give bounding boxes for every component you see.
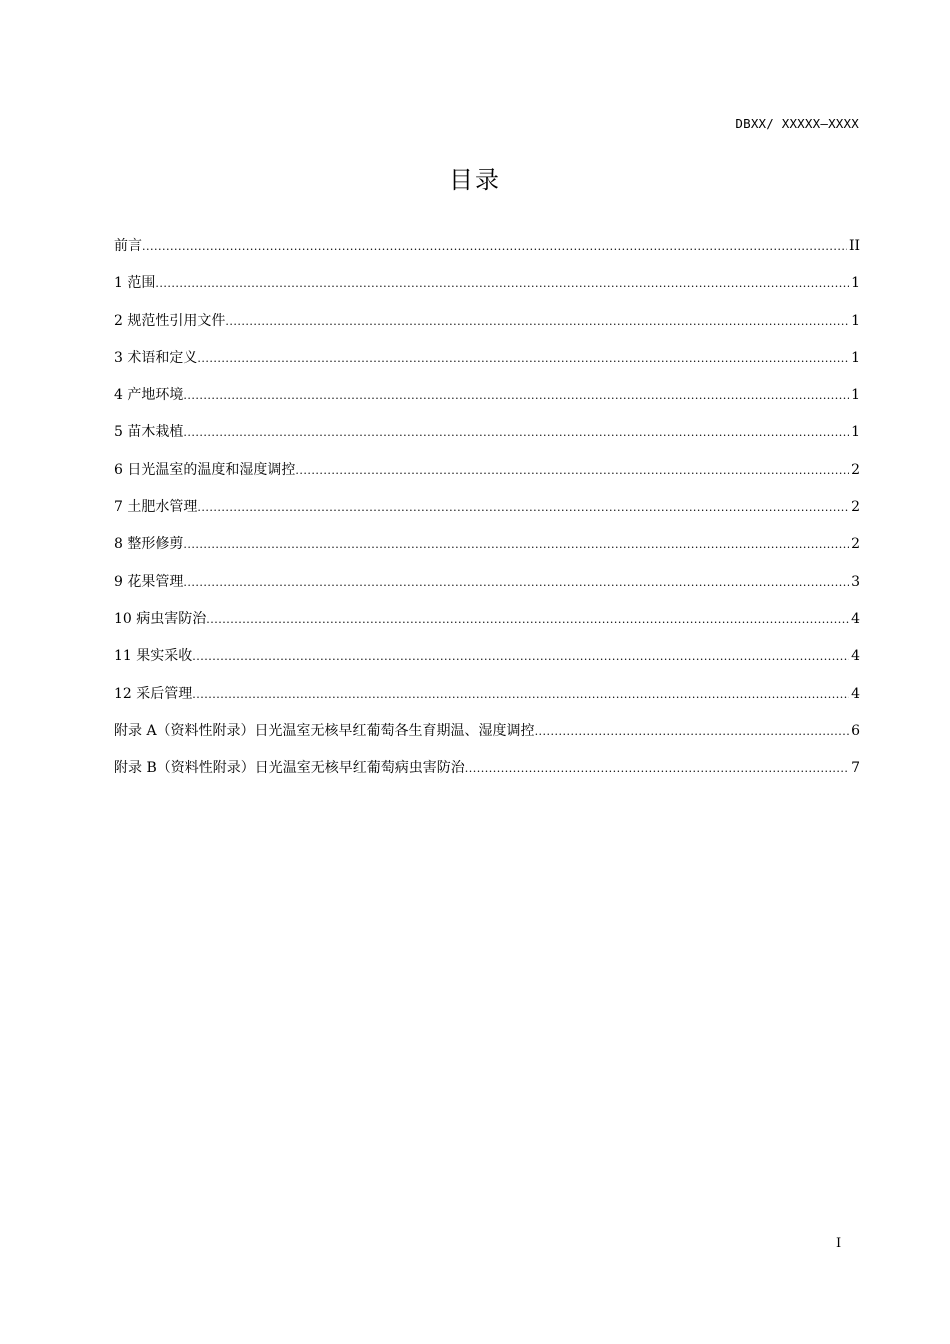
toc-entry-label: 6 日光温室的温度和湿度调控: [114, 461, 296, 478]
toc-entry-preface[interactable]: [114, 234, 860, 271]
toc-entry-page: 4: [851, 685, 860, 702]
toc-entry-page: 1: [851, 275, 860, 292]
toc-entry-page: 1: [851, 387, 860, 404]
toc-entry-8[interactable]: [114, 532, 860, 569]
toc-dot-leader: [197, 346, 849, 371]
toc-entry-label: 8 整形修剪: [114, 536, 184, 553]
toc-dot-leader: [206, 607, 849, 632]
toc-entry-appendix-b[interactable]: [114, 756, 860, 793]
toc-dot-leader: [183, 532, 849, 557]
toc-entry-page: 1: [851, 312, 860, 329]
document-code: DBXX/ XXXXX—XXXX: [735, 116, 859, 131]
toc-dot-leader: [465, 756, 849, 781]
toc-entry-9[interactable]: [114, 570, 860, 607]
toc-dot-leader: [192, 682, 849, 707]
toc-entry-3[interactable]: [114, 346, 860, 383]
toc-dot-leader: [295, 458, 849, 483]
toc-entry-page: 2: [851, 536, 860, 553]
toc-entry-2[interactable]: [114, 309, 860, 346]
toc-entry-7[interactable]: [114, 495, 860, 532]
toc-entry-page: 1: [851, 424, 860, 441]
toc-dot-leader: [197, 495, 849, 520]
toc-entry-10[interactable]: [114, 607, 860, 644]
toc-entry-11[interactable]: [114, 644, 860, 681]
toc-entry-page: 6: [851, 722, 860, 739]
toc-entry-page: 1: [851, 349, 860, 366]
toc-entry-label: 3 术语和定义: [114, 349, 198, 366]
toc-entry-1[interactable]: [114, 271, 860, 308]
toc-title: 目录: [449, 166, 501, 194]
toc-entry-5[interactable]: [114, 420, 860, 457]
toc-entry-label: 1 范围: [114, 275, 156, 292]
toc-entry-page: II: [848, 238, 860, 254]
toc-dot-leader: [142, 234, 847, 259]
toc-dot-leader: [183, 570, 849, 595]
toc-dot-leader: [155, 271, 849, 296]
toc-dot-leader: [535, 719, 850, 744]
toc-entry-page: 3: [851, 573, 860, 590]
table-of-contents: [114, 234, 860, 793]
toc-entry-label: 前言: [114, 238, 142, 254]
toc-dot-leader: [225, 309, 849, 334]
toc-entry-label: 附录 B（资料性附录）日光温室无核早红葡萄病虫害防治: [114, 760, 465, 777]
toc-entry-appendix-a[interactable]: [114, 719, 860, 756]
toc-entry-label: 11 果实采收: [114, 648, 193, 665]
toc-entry-label: 附录 A（资料性附录）日光温室无核早红葡萄各生育期温、湿度调控: [114, 722, 535, 739]
toc-dot-leader: [183, 383, 849, 408]
toc-entry-page: 4: [851, 610, 860, 627]
toc-entry-page: 2: [851, 499, 860, 516]
toc-entry-page: 2: [851, 461, 860, 478]
toc-entry-label: 5 苗木栽植: [114, 424, 184, 441]
toc-entry-label: 2 规范性引用文件: [114, 312, 226, 329]
toc-dot-leader: [183, 420, 849, 445]
toc-entry-page: 7: [851, 760, 860, 777]
toc-entry-label: 4 产地环境: [114, 387, 184, 404]
toc-entry-12[interactable]: [114, 682, 860, 719]
page-number: I: [836, 1236, 842, 1251]
toc-entry-6[interactable]: [114, 458, 860, 495]
toc-entry-label: 10 病虫害防治: [114, 610, 207, 627]
toc-entry-label: 9 花果管理: [114, 573, 184, 590]
toc-dot-leader: [192, 644, 849, 669]
toc-entry-label: 12 采后管理: [114, 685, 193, 702]
toc-entry-page: 4: [851, 648, 860, 665]
toc-entry-label: 7 土肥水管理: [114, 499, 198, 516]
toc-entry-4[interactable]: [114, 383, 860, 420]
